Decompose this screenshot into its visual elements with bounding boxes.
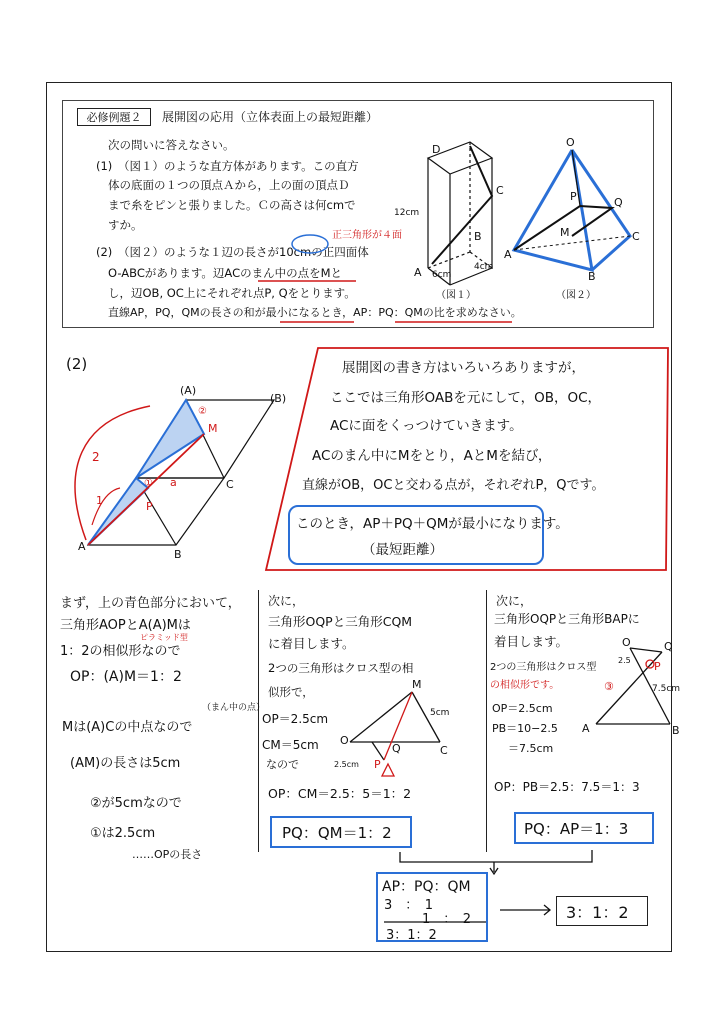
q2-line: O-ABCがあります。辺ACのまん中の点をMと	[108, 266, 343, 280]
net-label-two: ②	[198, 406, 207, 417]
col1-line: まず，上の青色部分において，	[60, 596, 241, 611]
final-row3: 3：1：2	[386, 928, 437, 943]
col2-line: OP＝2.5cm	[262, 712, 329, 726]
final-header: AP：PQ：QM	[382, 879, 471, 895]
col3-fig-three: ③	[604, 680, 614, 693]
column-divider	[486, 590, 487, 852]
col2-fig-2_5cm: 2.5cm	[334, 760, 359, 769]
col1-line: 三角形AOPとA(A)Mは	[60, 618, 191, 633]
net-label-B: B	[174, 548, 182, 561]
col1-line: ②が5cmなので	[90, 796, 182, 811]
col1-line: OP：(A)M＝1：2	[70, 669, 182, 685]
col3-fig-P: P	[654, 660, 661, 673]
col3-fig-B: B	[672, 724, 680, 737]
fig2-label-P: P	[570, 190, 577, 203]
explain-line: 直線がOB，OCと交わる点が，それぞれP，Qです。	[302, 478, 605, 493]
fig1-depth: 4cm	[474, 262, 494, 272]
col3-line: 2つの三角形はクロス型	[490, 662, 597, 673]
col1-line: (AM)の長さは5cm	[70, 756, 181, 771]
net-length-2: 2	[92, 450, 100, 464]
problem-title: 展開図の応用（立体表面上の最短距離）	[162, 110, 379, 124]
section-label: (2)	[66, 355, 88, 373]
example-tag: 必修例題２	[77, 108, 151, 126]
problem-intro: 次の問いに答えなさい。	[108, 138, 235, 152]
fig2-label-C: C	[632, 230, 640, 243]
net-label-one: ①	[144, 478, 153, 489]
col2-fig-5cm: 5cm	[430, 708, 450, 718]
fig2-label-M: M	[560, 226, 570, 239]
q2-line: 直線AP，PQ，QMの長さの和が最小になるとき，AP：PQ：QMの比を求めなさい。	[108, 306, 522, 319]
q1-line: まで糸をピンと張りました。Ｃの高さは何cmで	[108, 198, 356, 212]
col2-figure	[350, 692, 440, 776]
column-divider	[258, 590, 259, 852]
col3-line: OP＝2.5cm	[492, 702, 553, 715]
col2-line: PQ：QM＝1：2	[282, 824, 392, 842]
net-label-A: A	[78, 540, 86, 553]
col3-fig-7_5cm: 7.5cm	[652, 684, 681, 694]
final-row2: 1 ： 2	[422, 912, 472, 927]
col1-line: Mは(A)Cの中点なので	[62, 720, 193, 735]
net-label-A-top: (A)	[180, 384, 197, 397]
col3-fig-2_5: 2.5	[618, 656, 631, 665]
fig2-label-O: O	[566, 136, 575, 149]
q2-line: (2) （図２）のような１辺の長さが10cmの正四面体	[96, 245, 369, 259]
highlight-circle	[292, 235, 328, 253]
col3-line: 次に，	[496, 594, 533, 608]
explain-line: ACのまん中にMをとり，AとMを結び，	[312, 448, 552, 464]
fig2-label-B: B	[588, 270, 596, 283]
fig1-width: 6cm	[432, 270, 452, 280]
final-row1: 3 ： 1	[384, 898, 434, 913]
col1-note-midpoint: （まん中の点）	[202, 703, 266, 713]
figure2-tetrahedron	[514, 150, 630, 270]
col2-line: CM＝5cm	[262, 738, 319, 752]
col2-line: なので	[266, 758, 299, 771]
col3-line: PQ：AP＝1：3	[524, 820, 629, 838]
fig2-caption: （図２）	[556, 290, 596, 301]
net-label-C: C	[226, 478, 234, 491]
col2-line: 2つの三角形はクロス型の相	[268, 661, 414, 675]
fig1-label-B: B	[474, 230, 482, 243]
q1-line: (1) （図１）のような直方体があります。この直方	[96, 159, 359, 173]
col3-line: ＝7.5cm	[508, 742, 554, 755]
net-label-B-top: (B)	[270, 392, 287, 405]
final-answer: 3：1：2	[566, 903, 629, 922]
col2-line: OP：CM＝2.5：5＝1：2	[268, 786, 412, 801]
col2-line: 次に，	[268, 594, 305, 608]
col2-line: 三角形OQPと三角形CQM	[268, 614, 413, 629]
col1-line: ①は2.5cm	[90, 826, 156, 841]
fig1-label-D: D	[432, 143, 441, 156]
col3-line: 三角形OQPと三角形BAPに	[494, 612, 640, 626]
net-label-P: P	[146, 500, 153, 513]
net-label-M: M	[208, 422, 218, 435]
col1-line: ……OPの長さ	[132, 848, 203, 861]
col3-line: の相似形です。	[490, 680, 560, 691]
col2-fig-Q: Q	[392, 742, 401, 755]
col3-line: OP：PB＝2.5：7.5＝1：3	[494, 780, 640, 794]
col2-fig-C: C	[440, 744, 448, 757]
col2-fig-P: P	[374, 758, 381, 771]
col2-fig-O: O	[340, 734, 349, 747]
col2-line: 似形で，	[268, 685, 314, 699]
col3-line: 着目します。	[494, 634, 569, 649]
col3-line: PB＝10−2.5	[492, 722, 558, 735]
col2-fig-M: M	[412, 678, 422, 691]
q1-line: 体の底面の１つの頂点Ａから，上の面の頂点Ｄ	[108, 178, 350, 192]
col3-fig-Q: Q	[664, 640, 673, 653]
q2-line: し，辺OB, OC上にそれぞれ点P, Qをとります。	[108, 286, 356, 300]
fig1-label-A: A	[414, 266, 422, 279]
conclusion-line: このとき，AP＋PQ＋QMが最小になります。	[296, 516, 569, 532]
fig2-label-Q: Q	[614, 196, 623, 209]
col2-line: に着目します。	[268, 636, 355, 651]
fig2-label-A: A	[504, 248, 512, 261]
net-diagram	[75, 400, 274, 545]
fig1-label-C: C	[496, 184, 504, 197]
explain-line: ここでは三角形OABを元にして，OB，OC，	[330, 390, 602, 406]
col1-note-pyramid: ピラミッド型	[140, 633, 188, 642]
fig1-height: 12cm	[394, 208, 420, 218]
fig1-caption: （図１）	[436, 290, 476, 301]
explain-line: 展開図の書き方はいろいろありますが，	[342, 360, 585, 376]
col3-fig-O: O	[622, 636, 631, 649]
net-label-a: a	[170, 476, 177, 489]
col1-line: 1：2の相似形なので	[60, 644, 181, 659]
explain-line: ACに面をくっつけていきます。	[330, 418, 523, 434]
conclusion-line: （最短距離）	[362, 542, 443, 558]
q1-line: すか。	[108, 218, 143, 232]
col3-fig-A: A	[582, 722, 590, 735]
net-length-1: 1	[96, 494, 103, 507]
note-regular-triangle: 正三角形が４面	[332, 230, 402, 241]
